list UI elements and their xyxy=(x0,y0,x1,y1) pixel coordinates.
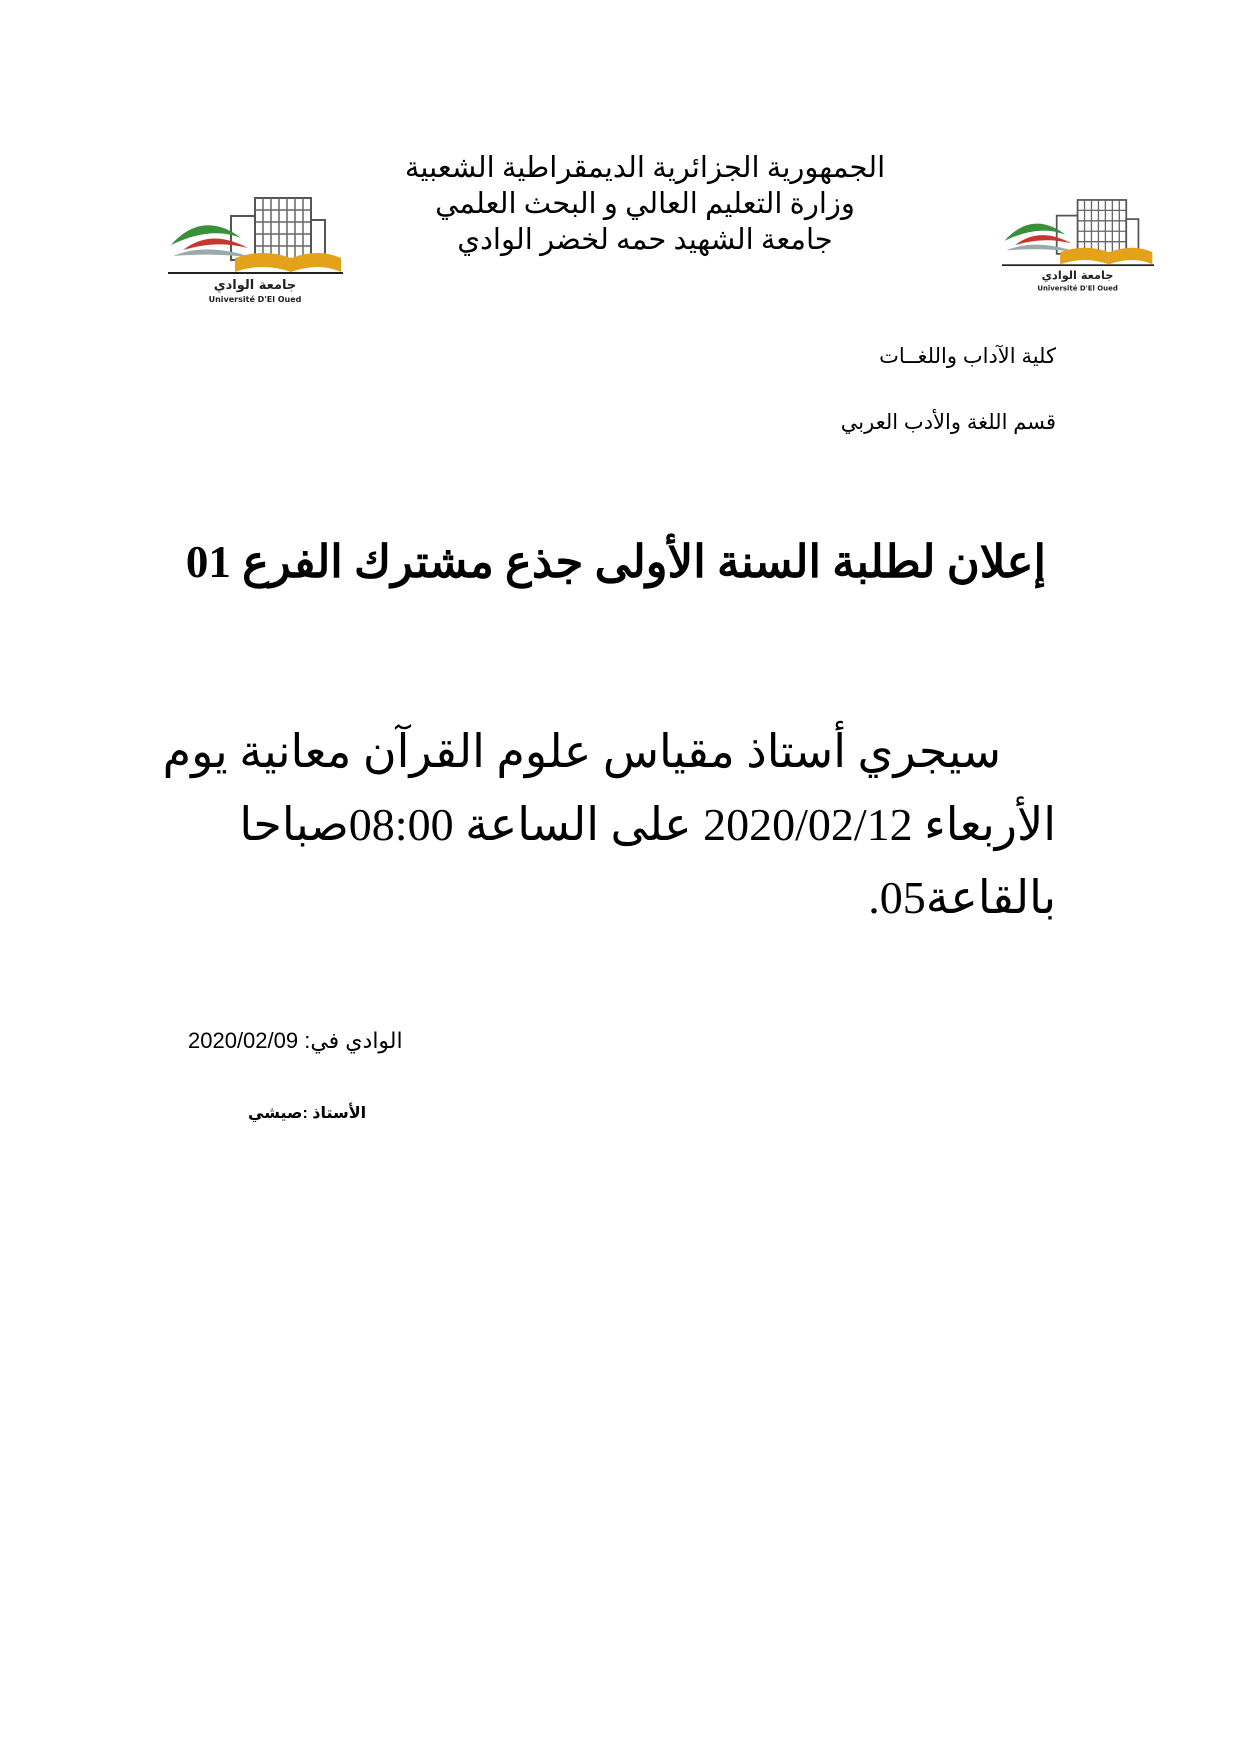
announcement-title: إعلان لطلبة السنة الأولى جذع مشترك الفرع 01 xyxy=(185,537,1046,587)
republic-name: الجمهورية الجزائرية الديمقراطية الشعبية xyxy=(404,152,886,184)
university-logo-right xyxy=(992,193,1164,293)
university-logo-icon xyxy=(163,190,348,305)
logo-left-latin-text: Université D'El Oued xyxy=(208,295,302,304)
date-line: الوادي في: 2020/02/09 xyxy=(188,1028,403,1053)
logo-left-arabic-text: جامعة الوادي xyxy=(213,278,297,293)
institution-header xyxy=(380,150,910,258)
university-logo-icon xyxy=(992,193,1164,293)
university-logo-left xyxy=(163,190,348,305)
announcement-line-2: الأربعاء 2020/02/12 على الساعة 08:00صباحا xyxy=(239,799,1056,850)
university-name: جامعة الشهيد حمه لخضر الوادي xyxy=(457,224,833,256)
signature: الأستاذ :صيشي xyxy=(248,1105,367,1122)
department-name: قسم اللغة والأدب العربي xyxy=(840,411,1056,434)
logo-right-arabic-text: جامعة الوادي xyxy=(1041,269,1114,283)
faculty-name: كلية الآداب واللغــات xyxy=(879,345,1056,368)
announcement-line-1: سيجري أستاذ مقياس علوم القرآن معانية يوم xyxy=(162,726,1001,777)
logo-right-latin-text: Université D'El Oued xyxy=(1037,284,1118,293)
announcement-line-3: بالقاعة05. xyxy=(868,872,1056,923)
announcement-body xyxy=(162,715,1056,934)
ministry-name: وزارة التعليم العالي و البحث العلمي xyxy=(435,188,855,220)
